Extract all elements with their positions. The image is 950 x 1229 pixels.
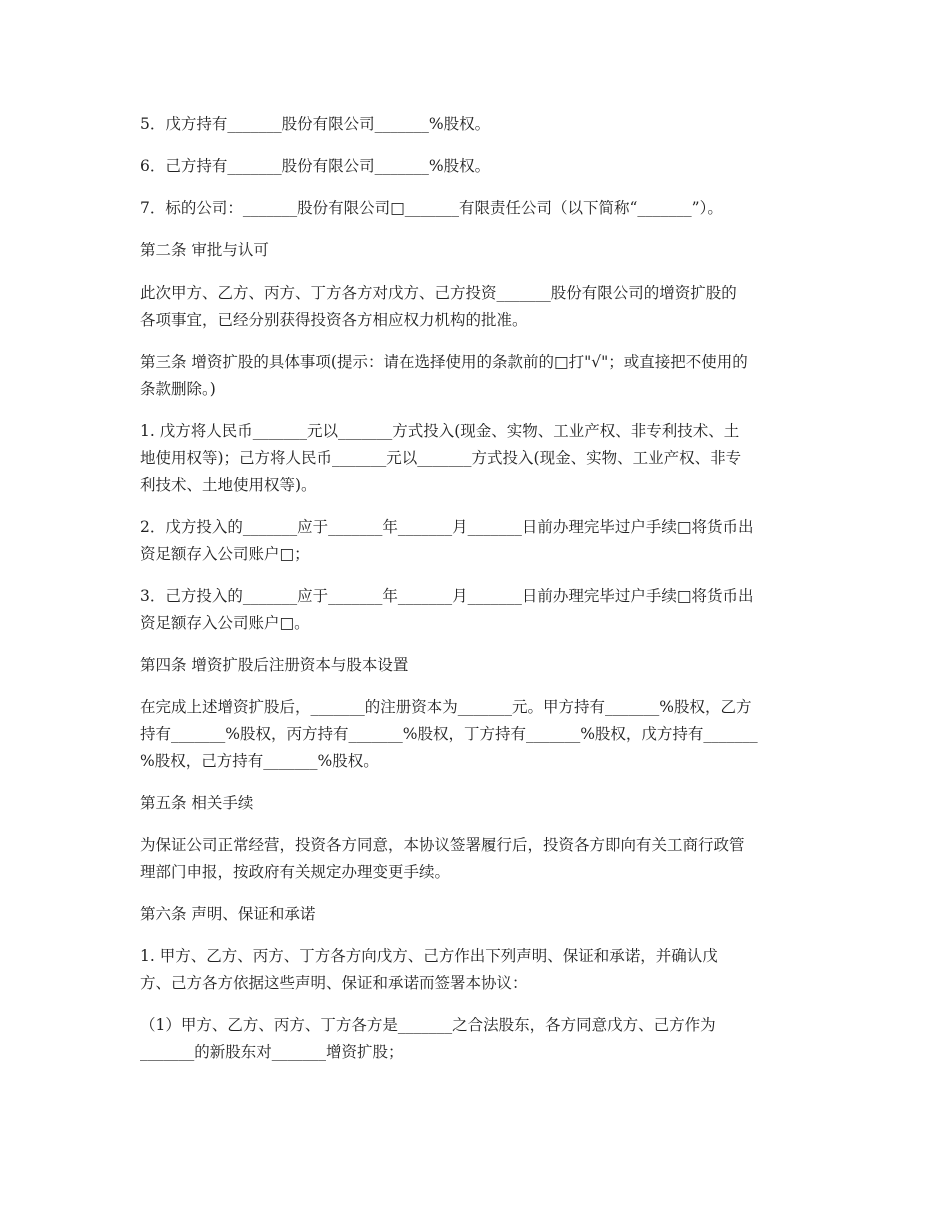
article-3-item-2-line-1: 2．戊方投入的_______应于_______年_______月_______日前办理完毕过户手续□将货币出 [140, 518, 754, 536]
article-4-paragraph-line-2: 持有_______%股权，丙方持有_______%股权，丁方持有_______%股权，戊方持有_______ [140, 725, 758, 743]
article-3-item-1-line-1: 1. 戊方将人民币_______元以_______方式投入(现金、实物、工业产权、非专利技术、土 [140, 422, 740, 440]
article-4-paragraph-line-3: %股权，己方持有_______%股权。 [140, 752, 379, 770]
clause-5-shareholding: 5．戊方持有_______股份有限公司_______%股权。 [140, 115, 491, 133]
article-3-item-2-line-2: 资足额存入公司账户□； [140, 545, 310, 563]
clause-7-target-company: 7．标的公司：_______股份有限公司□_______有限责任公司（以下简称“_______”）。 [140, 199, 723, 217]
article-6-item-1-line-1: 1. 甲方、乙方、丙方、丁方各方向戊方、己方作出下列声明、保证和承诺，并确认戊 [140, 947, 718, 965]
article-5-paragraph-line-2: 理部门申报，按政府有关规定办理变更手续。 [140, 863, 451, 881]
article-4-paragraph-line-1: 在完成上述增资扩股后，_______的注册资本为_______元。甲方持有_______%股权，乙方 [140, 698, 752, 716]
article-3-item-1-line-2: 地使用权等)；己方将人民币_______元以_______方式投入(现金、实物、工业产权、非专 [140, 449, 742, 467]
article-3-item-1-line-3: 利技术、土地使用权等)。 [140, 476, 317, 494]
article-3-item-3-line-1: 3．己方投入的_______应于_______年_______月_______日前办理完毕过户手续□将货币出 [140, 587, 754, 605]
article-6-subitem-1-line-1: （1）甲方、乙方、丙方、丁方各方是_______之合法股东，各方同意戊方、己方作为 [140, 1016, 716, 1034]
article-6-heading: 第六条 声明、保证和承诺 [140, 905, 316, 923]
article-5-paragraph-line-1: 为保证公司正常经营，投资各方同意，本协议签署履行后，投资各方即向有关工商行政管 [140, 836, 745, 854]
article-3-item-3-line-2: 资足额存入公司账户□。 [140, 614, 310, 632]
article-3-heading-line-2: 条款删除。) [140, 380, 216, 398]
article-5-heading: 第五条 相关手续 [140, 794, 254, 812]
article-6-subitem-1-line-2: _______的新股东对_______增资扩股； [140, 1043, 404, 1061]
article-4-heading: 第四条 增资扩股后注册资本与股本设置 [140, 656, 409, 674]
article-6-item-1-line-2: 方、己方各方依据这些声明、保证和承诺而签署本协议： [140, 974, 528, 992]
article-2-heading: 第二条 审批与认可 [140, 241, 269, 259]
article-2-paragraph-line-2: 各项事宜，已经分别获得投资各方相应权力机构的批准。 [140, 311, 528, 329]
clause-6-shareholding: 6．己方持有_______股份有限公司_______%股权。 [140, 157, 491, 175]
article-2-paragraph-line-1: 此次甲方、乙方、丙方、丁方各方对戊方、己方投资_______股份有限公司的增资扩股的 [140, 284, 737, 302]
article-3-heading-line-1: 第三条 增资扩股的具体事项(提示：请在选择使用的条款前的□打"√"；或直接把不使用的 [140, 353, 748, 371]
